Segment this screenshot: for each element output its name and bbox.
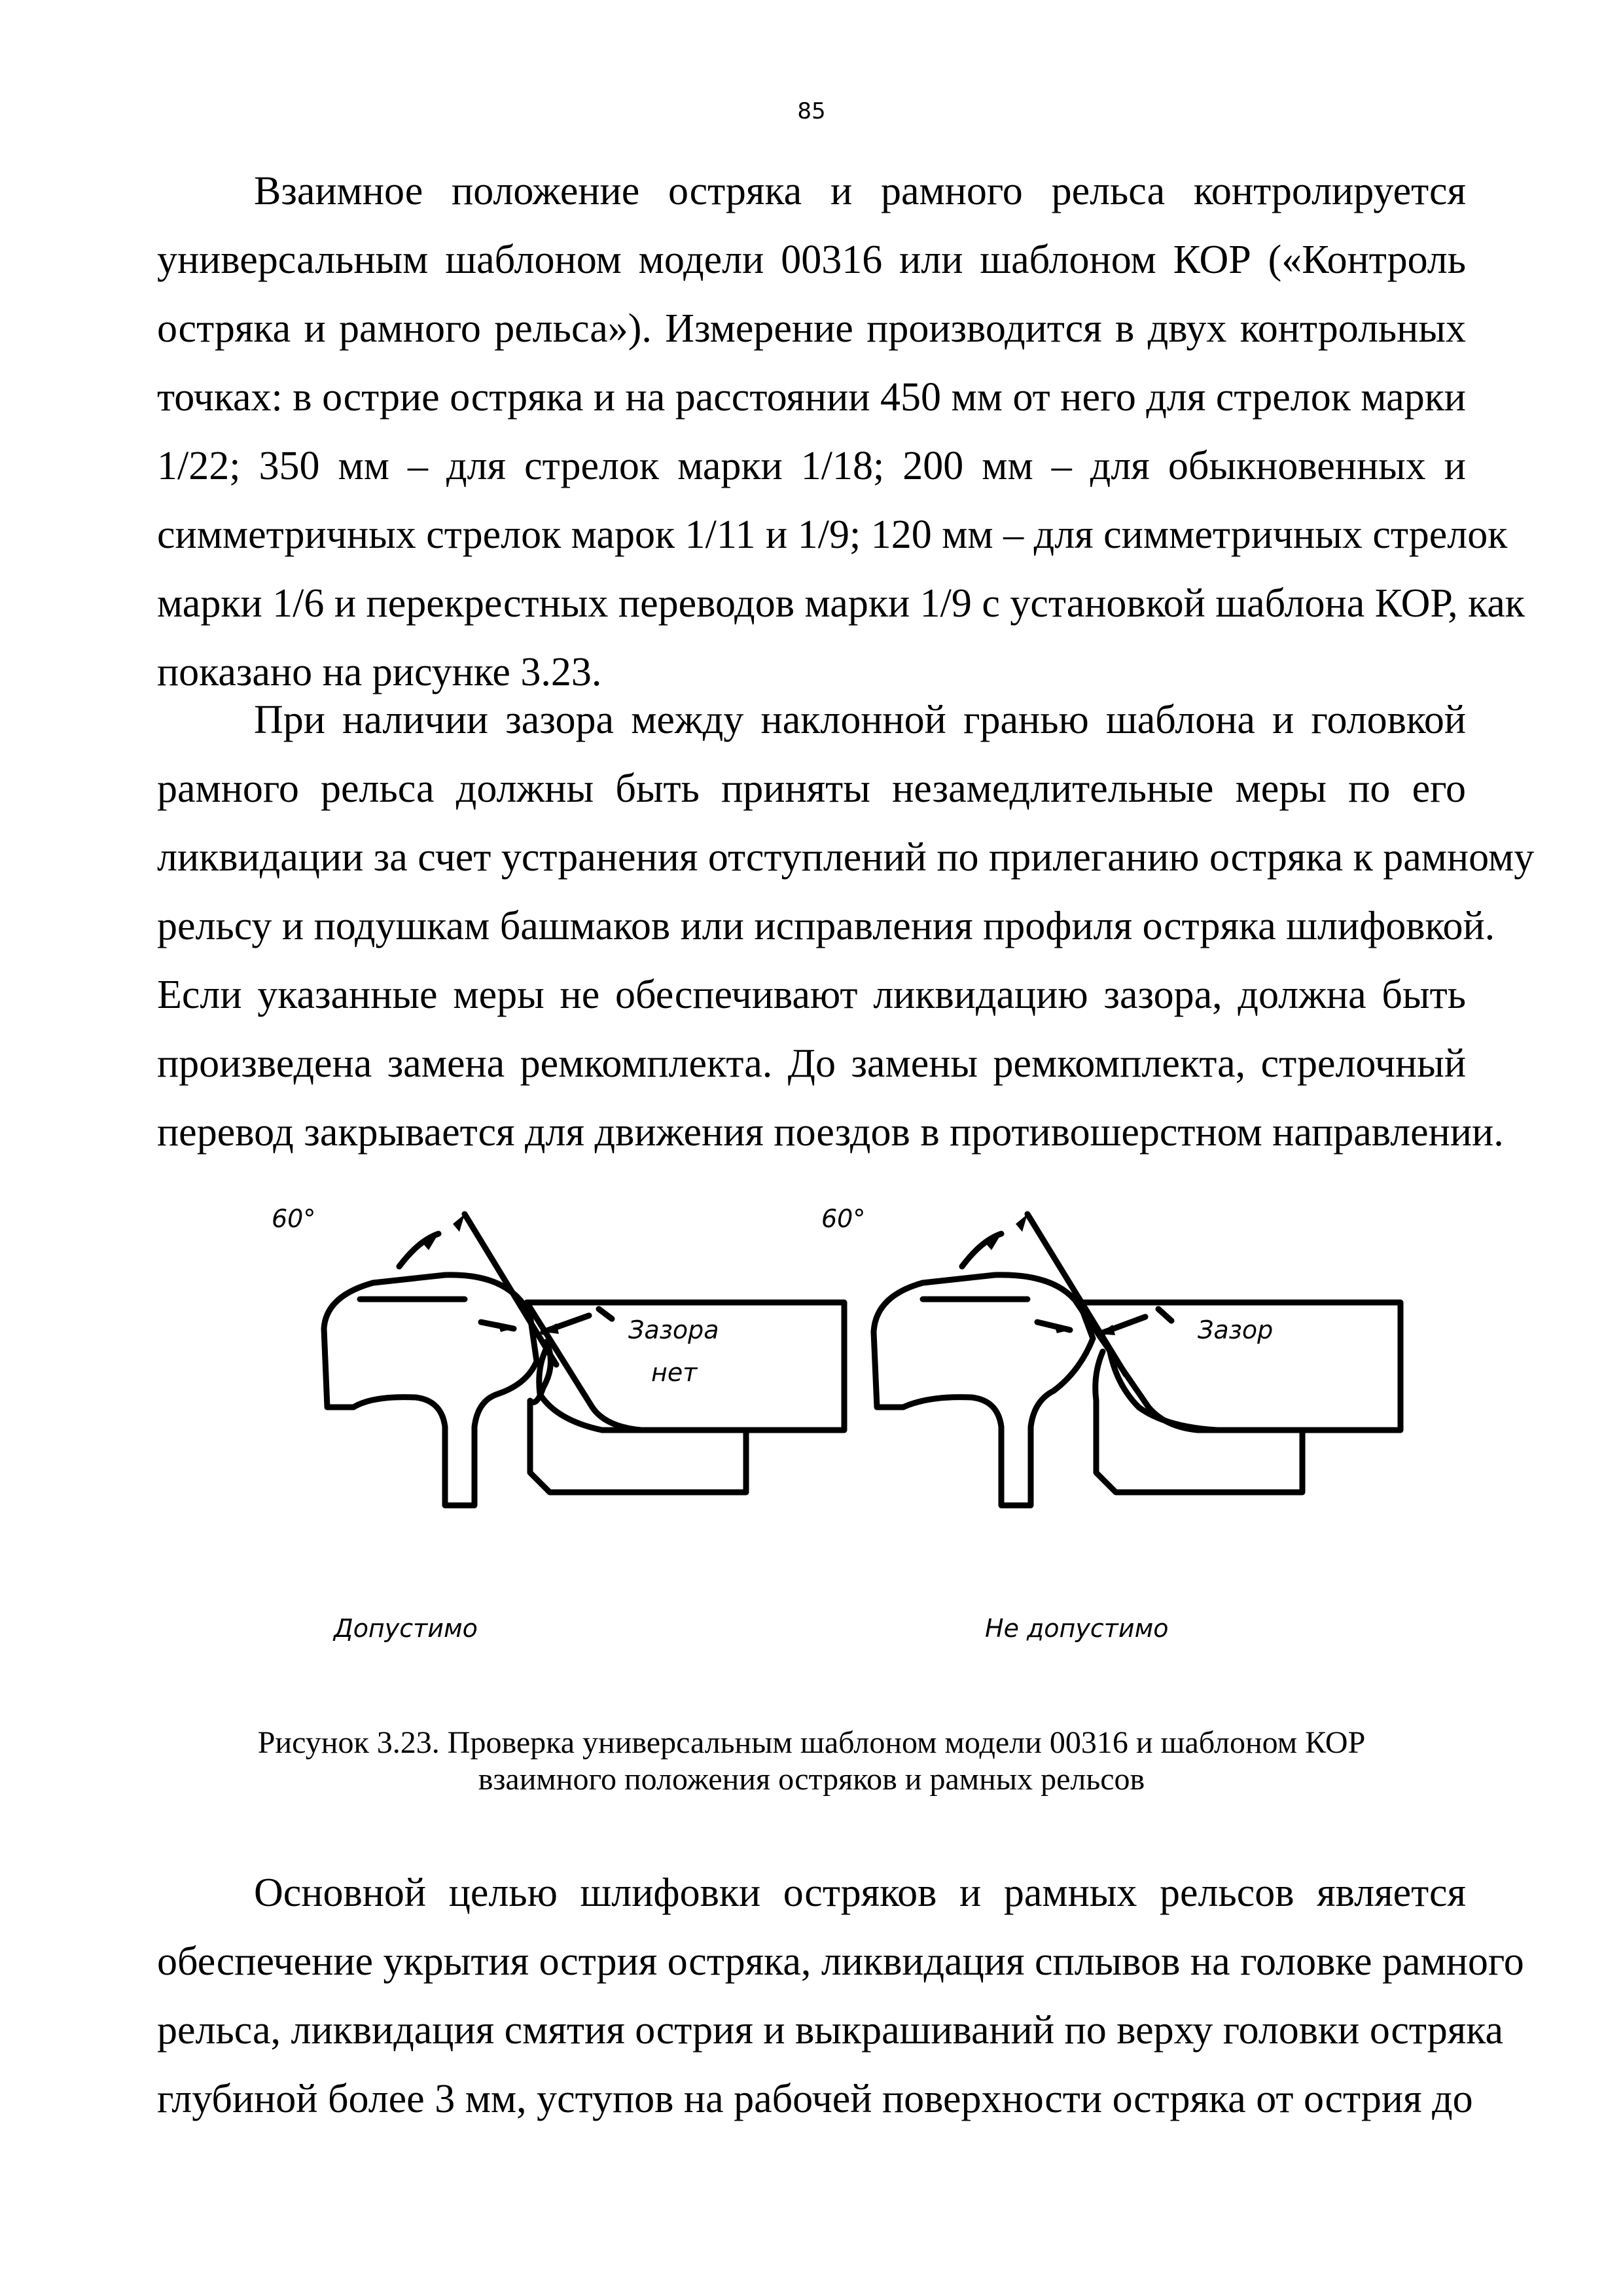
right-annotation: Зазор (1198, 1316, 1274, 1344)
text-line: рамного рельса должны быть приняты незамедлительные меры по его (157, 766, 1466, 811)
right-frame-rail (874, 1275, 1093, 1505)
left-template-edge (465, 1214, 556, 1365)
text-line: ликвидации за счет устранения отступлений по прилеганию остряка к рамному (157, 835, 1535, 880)
text-line: произведена замена ремкомплекта. До замены ремкомплекта, стрелочный (157, 1041, 1466, 1086)
text-line: марки 1/6 и перекрестных переводов марки 1/9 с установкой шаблона КОР, как (157, 581, 1525, 626)
text-line: При наличии зазора между наклонной гранью шаблона и головкой (254, 698, 1466, 742)
paragraph-3 (157, 1859, 1524, 2134)
figure-caption (157, 1725, 1466, 1798)
text-line: Если указанные меры не обеспечивают ликвидацию зазора, должна быть (157, 973, 1466, 1017)
right-arrow-4 (1016, 1214, 1027, 1232)
page-number: 85 (797, 98, 826, 124)
right-template-edge (1027, 1214, 1126, 1374)
text-line: точках: в острие остряка и на расстоянии 450 мм от него для стрелок марки (157, 375, 1466, 420)
text-line: рельсу и подушкам башмаков или исправления профиля остряка шлифовкой. (157, 904, 1495, 948)
paragraph-1 (157, 157, 1525, 707)
left-angle-label: 60° (272, 1204, 316, 1233)
figure-label-acceptable: Допустимо (334, 1614, 478, 1643)
text-line: остряка и рамного рельса»). Измерение производится в двух контрольных (157, 306, 1466, 351)
left-annotation-line1: Зазора (628, 1316, 719, 1344)
caption-line-1: Рисунок 3.23. Проверка универсальным шаблоном модели 00316 и шаблоном КОР (257, 1725, 1366, 1760)
text-line: 1/22; 350 мм – для стрелок марки 1/18; 200 мм – для обыкновенных и (157, 444, 1466, 488)
caption-line-2: взаимного положения остряков и рамных рельсов (478, 1762, 1145, 1797)
text-line: показано на рисунке 3.23. (157, 650, 602, 694)
left-annotation-line2: нет (651, 1358, 698, 1387)
left-pointer (599, 1309, 612, 1319)
text-line: глубиной более 3 мм, уступов на рабочей поверхности остряка от острия до (157, 2077, 1473, 2121)
paragraph-2 (157, 686, 1535, 1167)
right-pointer (1158, 1309, 1171, 1321)
text-line: обеспечение укрытия острия остряка, ликвидация сплывов на головке рамного (157, 1939, 1524, 1984)
text-line: универсальным шаблоном модели 00316 или шаблоном КОР («Контроль (157, 238, 1466, 282)
left-arrow-4 (453, 1214, 465, 1232)
text-line: перевод закрывается для движения поездов в противошерстном направлении. (157, 1110, 1504, 1155)
figure-drawing (249, 1204, 1414, 1662)
figure-label-unacceptable: Не допустимо (985, 1614, 1169, 1643)
figure-3-23 (249, 1204, 1414, 1662)
text-line: Основной целью шлифовки остряков и рамных рельсов является (254, 1871, 1466, 1915)
text-line: Взаимное положение остряка и рамного рельса контролируется (254, 169, 1466, 213)
text-line: рельса, ликвидация смятия острия и выкрашиваний по верху головки остряка (157, 2008, 1503, 2053)
right-angle-label: 60° (821, 1204, 866, 1233)
left-frame-rail (324, 1275, 537, 1505)
text-line: симметричных стрелок марок 1/11 и 1/9; 120 мм – для симметричных стрелок (157, 512, 1508, 557)
